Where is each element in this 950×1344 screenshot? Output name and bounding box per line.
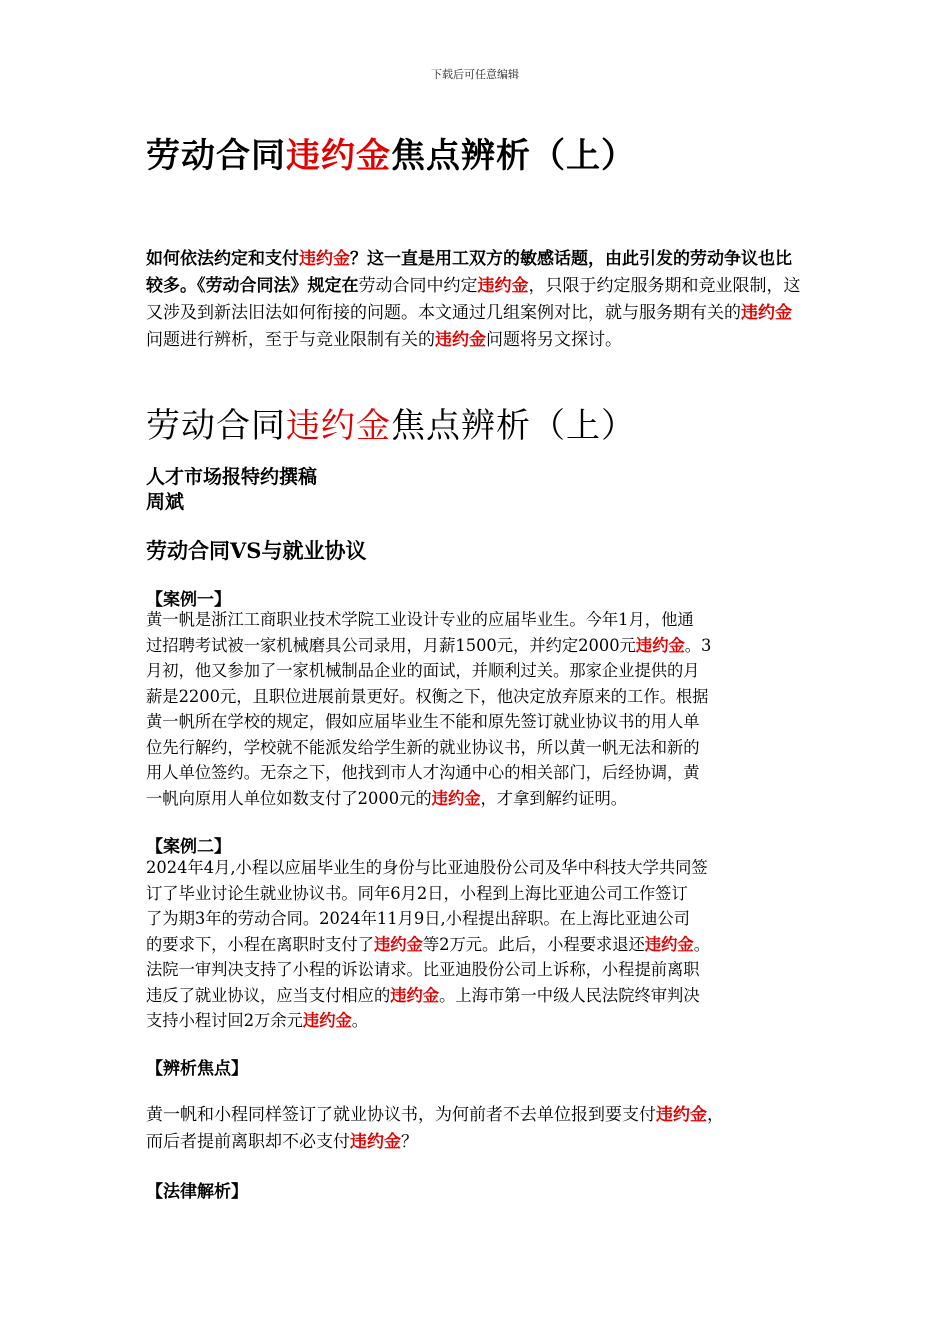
- author-block: [146, 465, 317, 515]
- keyword-highlight: 违约金: [656, 1105, 707, 1125]
- keyword-highlight: 违约金: [302, 1011, 352, 1030]
- legal-label: 【法律解析】: [146, 1182, 248, 1202]
- focus-label: 【辨析焦点】: [146, 1059, 248, 1079]
- section-subtitle: 劳动合同VS与就业协议: [146, 538, 367, 563]
- article-title: 劳动合同违约金焦点辨析（上）: [146, 406, 636, 446]
- keyword-highlight: 违约金: [390, 985, 440, 1005]
- page-title: 劳动合同违约金焦点辨析（上）: [146, 136, 636, 176]
- keyword-highlight: 违约金: [435, 330, 486, 350]
- keyword-highlight: 违约金: [431, 788, 481, 808]
- page-header-note: 下载后可任意编辑: [431, 68, 519, 81]
- title-highlight: 违约金: [286, 406, 391, 446]
- case1-paragraph: 黄一帆是浙江工商职业技术学院工业设计专业的应届毕业生。今年1月，他通 过招聘考试被一家机械磨具公司录用，月薪1500元，并约定2000元违约金。3 月初，他又参加了一家机械制品企业的面试，并顺利过关。那家企业提供的月 薪是2200元，且职位进展前景更好。权衡之下，他决定放弃原来的工作。根据 黄一帆所在学校的规定，假如应届毕业生不能和原先签订就业协议书的用人单 位先行解约，学校就不能派发给学生新的就业协议书，所以黄一帆无法和新的 用人单位签约。无奈之下，他找到市人才沟通中心的相关部门，后经协调，黄 一帆向原用人单位如数支付了2000元的违约金，才拿到解约证明。: [146, 610, 712, 808]
- keyword-highlight: 违约金: [644, 934, 694, 954]
- keyword-highlight: 违约金: [350, 1132, 401, 1152]
- focus-paragraph: 黄一帆和小程同样签订了就业协议书，为何前者不去单位报到要支付违约金， 而后者提前离职却不必支付违约金？: [146, 1105, 724, 1152]
- keyword-highlight: 违约金: [373, 934, 423, 954]
- keyword-highlight: 违约金: [299, 249, 350, 269]
- keyword-highlight: 违约金: [741, 303, 792, 323]
- case2-paragraph: 2024年4月,小程以应届毕业生的身份与比亚迪股份公司及华中科技大学共同签 订了毕业讨论生就业协议书。同年6月2日，小程到上海比亚迪公司工作签订 了为期3年的劳动合同。2024年11月9日,小程提出辞职。在上海比亚迪公司 的要求下，小程在离职时支付了违约金等2万元。此后，小程要求退还违约金。 法院一审判决支持了小程的诉讼请求。比亚迪股份公司上诉称，小程提前离职 违反了就业协议，应当支付相应的违约金。上海市第一中级人民法院终审判决 支持小程讨回2万余元违约金。: [146, 858, 710, 1030]
- case2-label: 【案例二】: [146, 837, 231, 857]
- intro-paragraph: 如何依法约定和支付违约金？这一直是用工双方的敏感话题，由此引发的劳动争议也比较多。《劳动合同法》规定在劳动合同中约定违约金，只限于约定服务期和竞业限制，这又涉及到新法旧法如何衔接的问题。本文通过几组案例对比，就与服务期有关的违约金问题进行辨析，至于与竞业限制有关的违约金问题将另文探讨。: [146, 249, 801, 350]
- author-source: 人才市场报特约撰稿: [146, 466, 318, 488]
- keyword-highlight: 违约金: [477, 276, 529, 296]
- title-highlight: 违约金: [286, 136, 391, 176]
- keyword-highlight: 违约金: [635, 635, 685, 655]
- author-name: 周斌: [146, 491, 185, 513]
- case1-label: 【案例一】: [146, 590, 231, 610]
